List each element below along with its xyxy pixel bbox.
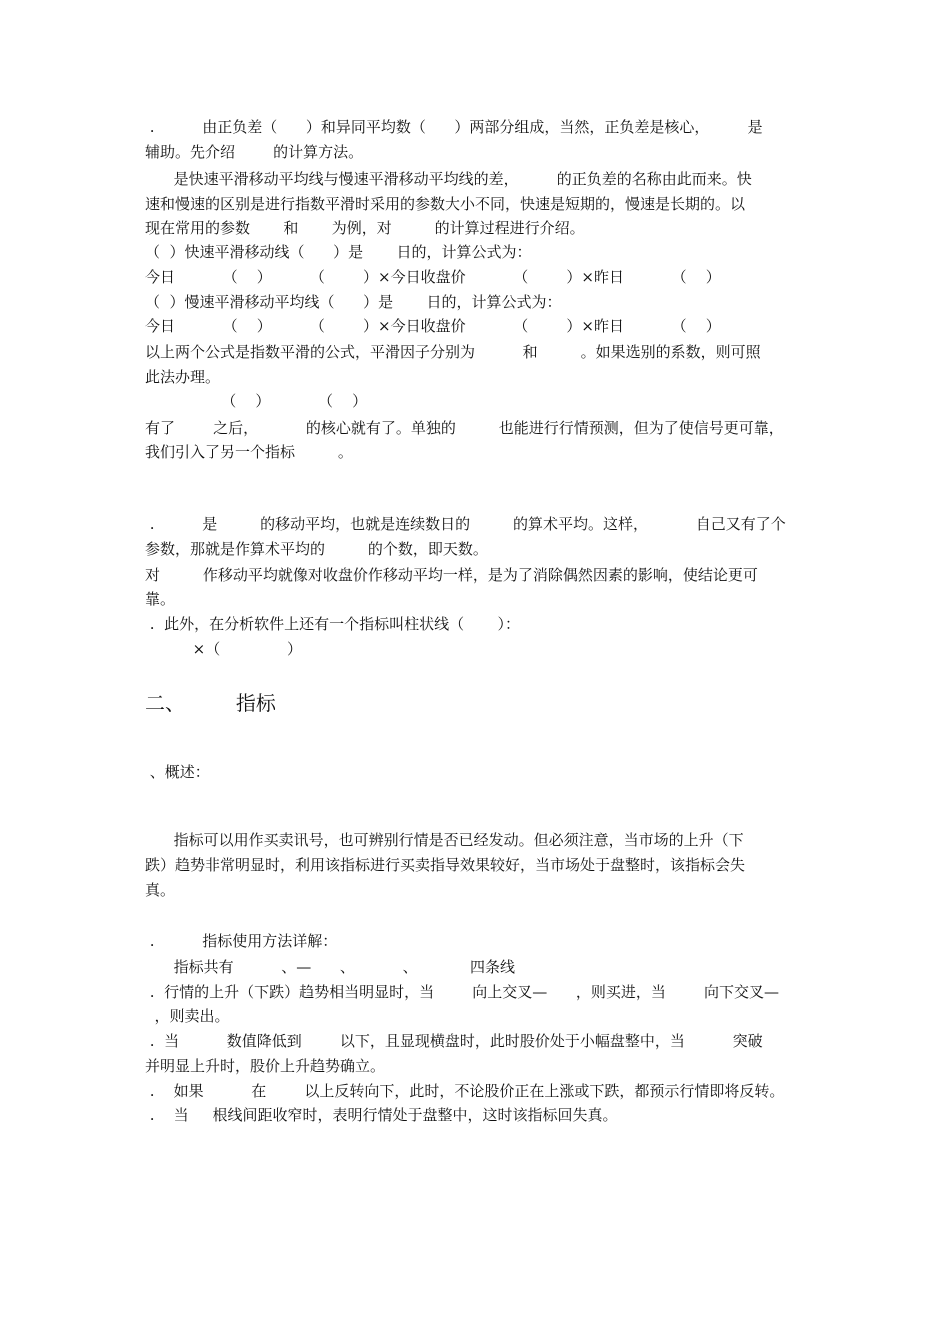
text-line: . 由正负差（ ）和异同平均数（ ）两部分组成，当然，正负差是核心， 是 <box>145 118 763 136</box>
text-line: 并明显上升时，股价上升趋势确立。 <box>145 1057 386 1075</box>
text-line: 对 作移动平均就像对收盘价作移动平均一样，是为了消除偶然因素的影响，使结论更可 <box>145 566 758 584</box>
text-line: 指标共有 、— 、 、 四条线 <box>145 958 516 976</box>
text-line: 跌）趋势非常明显时，利用该指标进行买卖指导效果较好，当市场处于盘整时，该指标会失 <box>145 856 746 874</box>
text-line: 我们引入了另一个指标 。 <box>145 443 353 461</box>
text-line: 今日 （ ） （ ）×今日收盘价 （ ）×昨日 （ ） <box>145 317 721 335</box>
text-line: （ ）快速平滑移动线（ ）是 日的，计算公式为： <box>145 243 532 261</box>
text-line: 此法办理。 <box>145 368 221 386</box>
section-heading: 二、 指标 <box>145 691 276 715</box>
text-line: ×（ ） <box>145 640 303 658</box>
text-line: 速和慢速的区别是进行指数平滑时采用的参数大小不同，快速是短期的，慢速是长期的。以 <box>145 195 746 213</box>
text-line: . 此外，在分析软件上还有一个指标叫柱状线（ ）： <box>145 615 520 633</box>
text-line: . 行情的上升（下跌）趋势相当明显时，当 向上交叉— ，则买进，当 向下交叉— <box>145 983 779 1001</box>
text-line: （ ） （ ） <box>145 392 368 410</box>
text-line: ，则卖出。 <box>145 1007 230 1025</box>
text-line: . 指标使用方法详解： <box>145 932 338 950</box>
text-line: 真。 <box>145 881 176 899</box>
text-line: 现在常用的参数 和 为例，对 的计算过程进行介绍。 <box>145 219 585 237</box>
text-line: . 当 根线间距收窄时，表明行情处于盘整中，这时该指标回失真。 <box>145 1106 618 1124</box>
text-line: . 如果 在 以上反转向下，此时，不论股价正在上涨或下跌，都预示行情即将反转。 <box>145 1082 785 1100</box>
text-line: 是快速平滑移动平均线与慢速平滑移动平均线的差， 的正负差的名称由此而来。快 <box>145 170 752 188</box>
text-line: 、概述： <box>145 763 210 781</box>
text-line: 辅助。先介绍 的计算方法。 <box>145 143 364 161</box>
text-line: 今日 （ ） （ ）×今日收盘价 （ ）×昨日 （ ） <box>145 268 721 286</box>
text-line: （ ）慢速平滑移动平均线（ ）是 日的，计算公式为： <box>145 293 562 311</box>
text-line: . 是 的移动平均，也就是连续数日的 的算术平均。这样， 自己又有了个 <box>145 515 786 533</box>
text-line: 有了 之后， 的核心就有了。单独的 也能进行行情预测，但为了使信号更可靠， <box>145 419 784 437</box>
text-line: 靠。 <box>145 590 176 608</box>
text-line: 参数，那就是作算术平均的 的个数，即天数。 <box>145 540 488 558</box>
text-line: . 当 数值降低到 以下，且显现横盘时，此时股价处于小幅盘整中，当 突破 <box>145 1032 763 1050</box>
text-line: 以上两个公式是指数平滑的公式，平滑因子分别为 和 。如果选别的系数，则可照 <box>145 343 761 361</box>
text-line: 指标可以用作买卖讯号，也可辨别行情是否已经发动。但必须注意，当市场的上升（下 <box>145 831 744 849</box>
